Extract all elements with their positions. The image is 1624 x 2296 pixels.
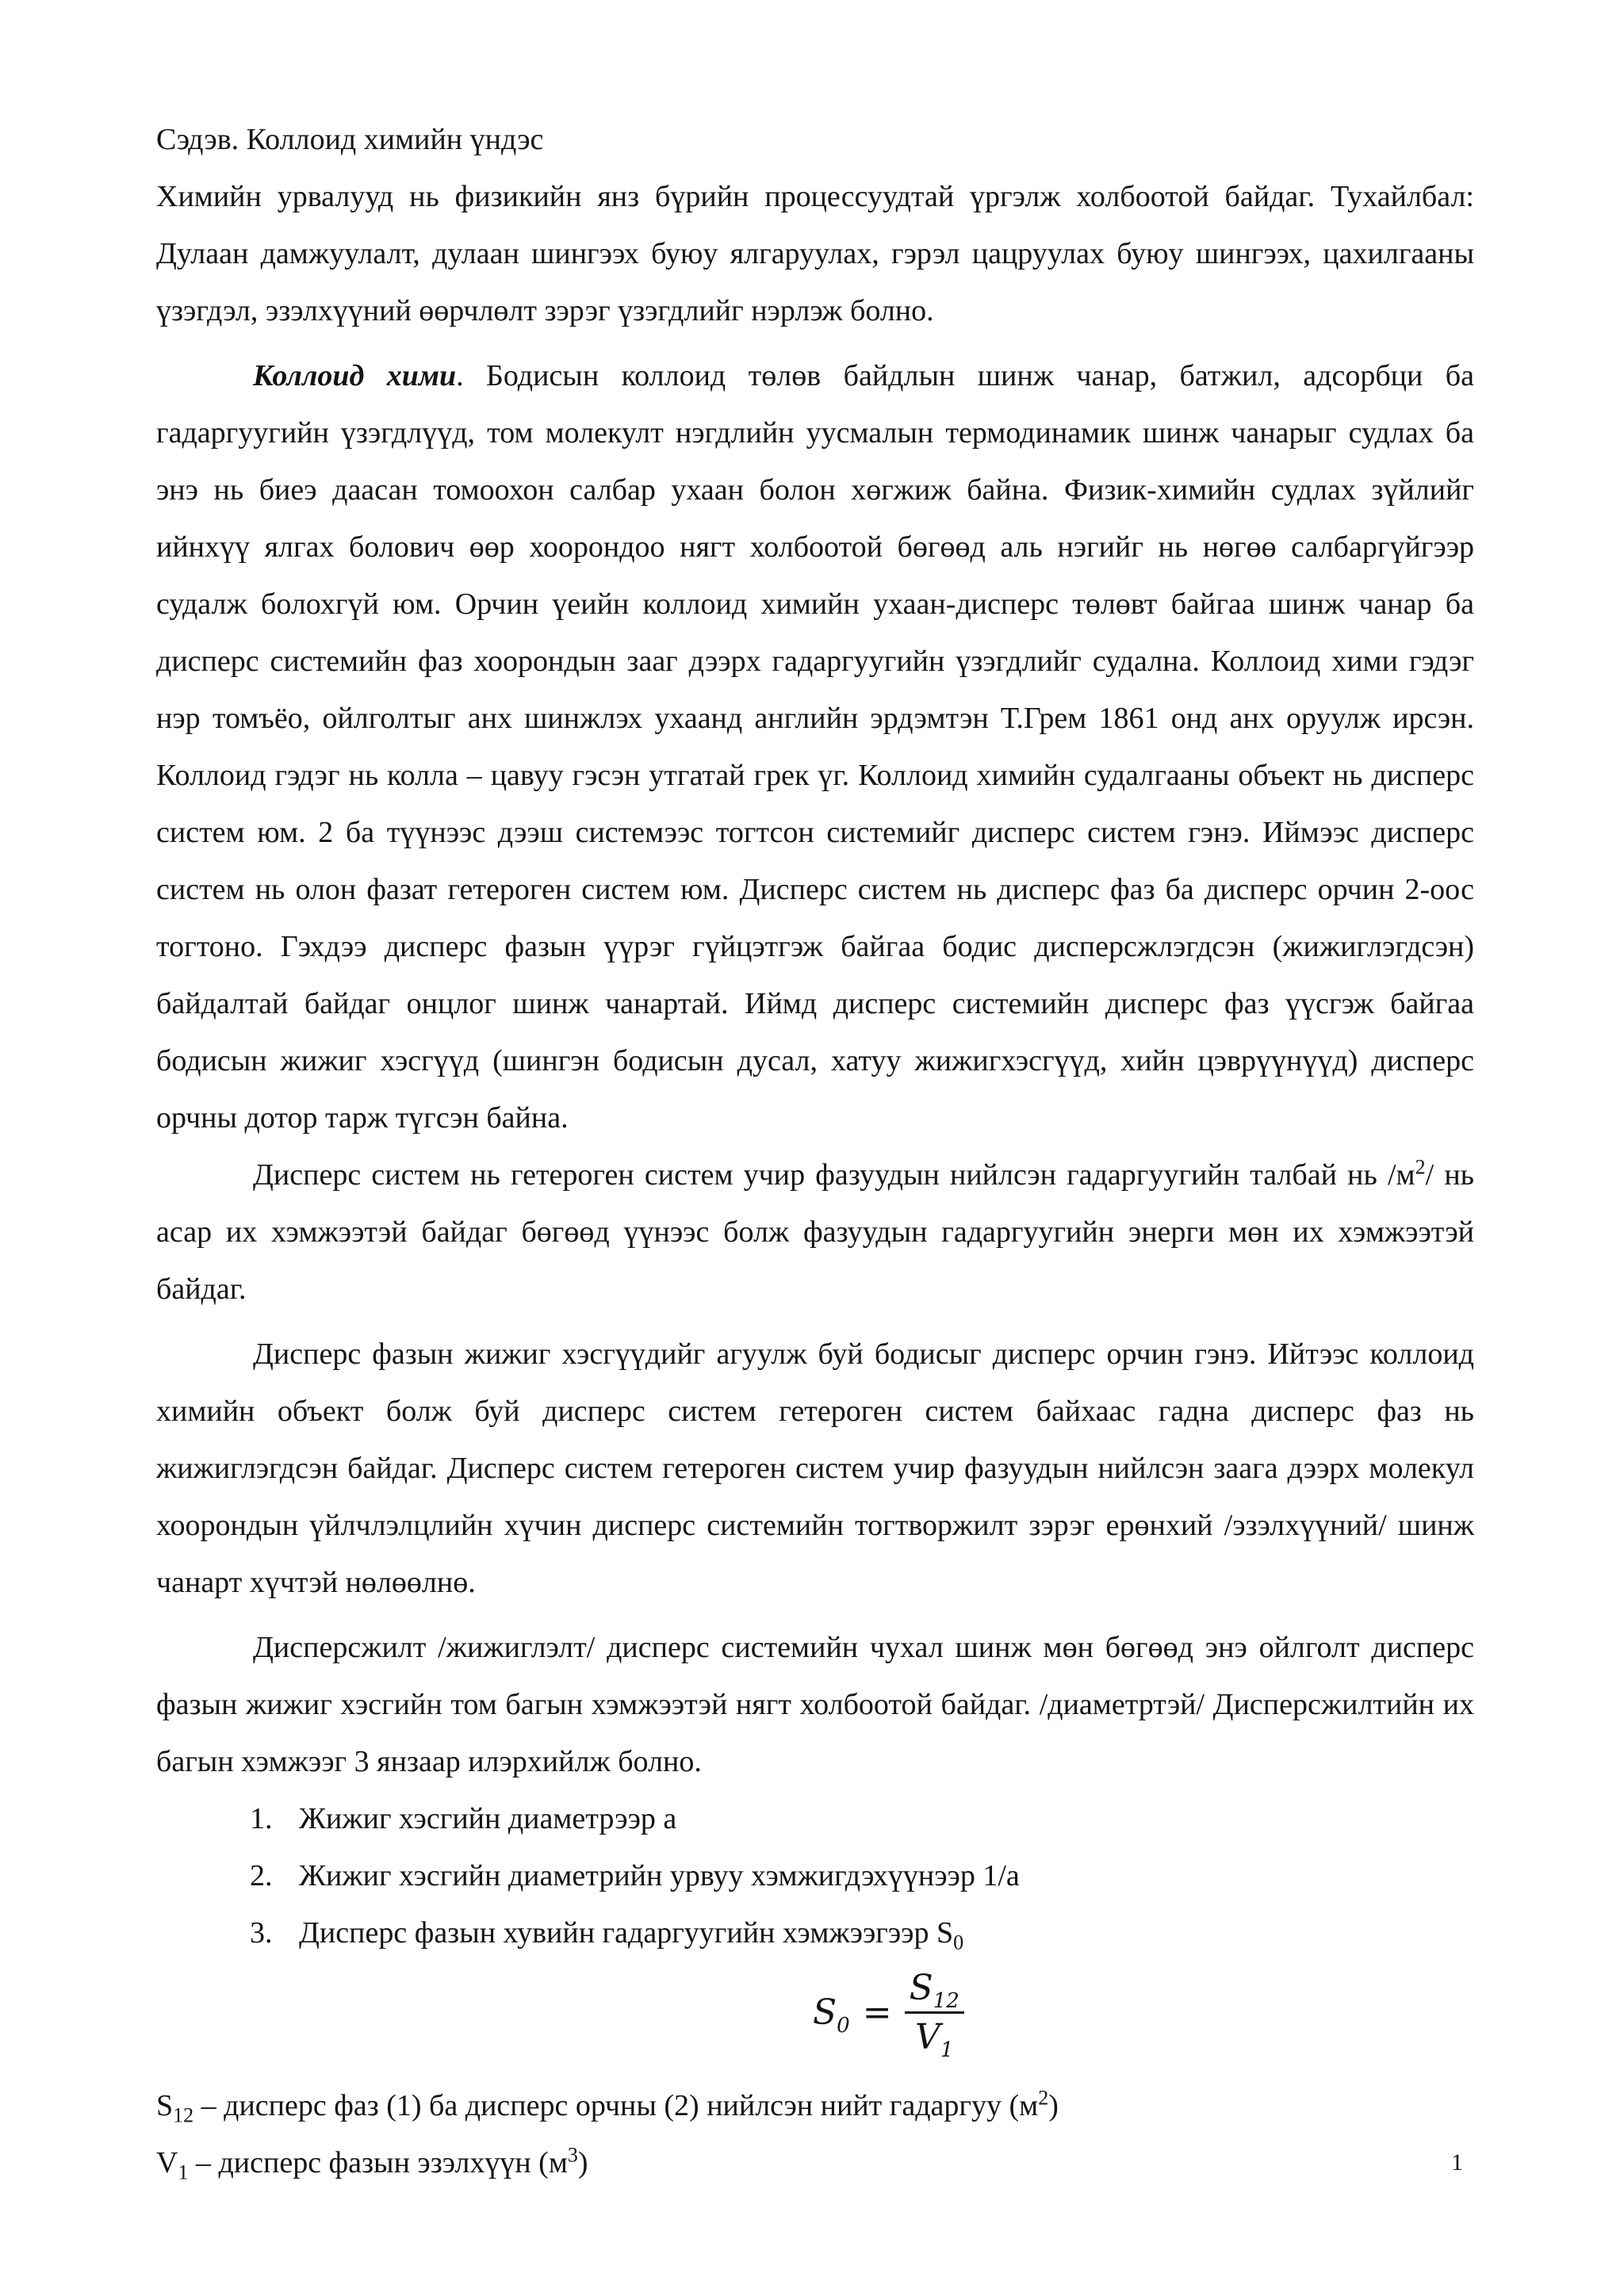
heterogeneous-paragraph: [156, 1146, 1474, 1318]
document-title: Сэдэв. Коллоид химийн үндэс: [156, 123, 544, 156]
list-item-subscript: 0: [953, 1931, 964, 1954]
formula-numerator-subscript: 12: [933, 1988, 959, 2013]
definition-v1-superscript: 3: [567, 2143, 578, 2167]
list-item-text: Жижиг хэсгийн диаметрээр а: [299, 1802, 677, 1835]
definition-s12-superscript: 2: [1038, 2086, 1049, 2110]
page-number: 1: [1451, 2149, 1463, 2175]
definition-v1-symbol: V: [156, 2146, 178, 2179]
heterogeneous-text: Дисперс систем нь гетероген систем учир фазуудын нийлсэн гадаргуугийн талбай нь /м: [253, 1158, 1415, 1192]
dispersity-measures-list: [156, 1790, 1474, 1961]
formula-numerator: [905, 1968, 964, 2014]
heterogeneous-text-end: / нь асар их хэмжээтэй байдаг бөгөөд үүнээс болж фазуудын гадаргуугийн энерги мөн их хэмжээтэй байдаг.: [156, 1158, 1474, 1306]
list-item-text-main: Дисперс фазын хувийн гадаргуугийн хэмжээгээр S: [299, 1916, 954, 1950]
formula-numerator-symbol: S: [909, 1968, 933, 2008]
definition-v1: [156, 2134, 1474, 2191]
formula-denominator-symbol: V: [915, 2017, 940, 2057]
list-item-text: Жижиг хэсгийн диаметрийн урвуу хэмжигдэхүүнээр 1/а: [299, 1859, 1020, 1892]
definition-s12-end: ): [1048, 2089, 1059, 2122]
formula-lhs-symbol: S: [813, 1992, 837, 2033]
list-item-number: 2.: [250, 1859, 273, 1892]
intro-paragraph: Химийн урвалууд нь физикийн янз бүрийн процессуудтай үргэлж холбоотой байдаг. Тухайлбал: Дулаан дамжуулалт, дулаан шингээх буюу ялгаруулах, гэрэл цацруулах буюу шингээх, цахилгааны үзэгдэл, эзэлхүүний өөрчлөлт зэрэг үзэгдлийг нэрлэж болно.: [156, 180, 1474, 327]
list-item-text: [299, 1904, 963, 1961]
list-item-number: 3.: [250, 1916, 273, 1950]
definition-v1-subscript: 1: [178, 2160, 189, 2184]
area-unit-superscript: 2: [1415, 1155, 1426, 1179]
definition-s12-text: – дисперс фаз (1) ба дисперс орчны (2) нийлсэн нийт гадаргуу (м: [193, 2089, 1039, 2122]
colloid-paragraph-text: . Бодисын коллоид төлөв байдлын шинж чанар, батжил, адсорбци ба гадаргуугийн үзэгдлүүд, том молекулт нэгдлийн уусмалын термодинамик шинж чанарыг судлах ба энэ нь биеэ даасан томоохон салбар ухаан болон хөгжиж байна. Физик-химийн судлах зүйлийг ийнхүү ялгах болович өөр хоорондоо нягт холбоотой бөгөөд аль нэгийг нь нөгөө салбаргүйгээр судалж болохгүй юм. Орчин үеийн коллоид химийн ухаан-дисперс төлөвт байгаа шинж чанар ба дисперс системийн фаз хоорондын зааг дээрх гадаргуугийн үзэгдлийг судална. Коллоид хими гэдэг нэр томъёо, ойлголтыг анх шинжлэх ухаанд английн эрдэмтэн Т.Грем 1861 онд анх оруулж ирсэн. Коллоид гэдэг нь колла – цавуу гэсэн утгатай грек үг. Коллоид химийн судалгааны объект нь дисперс систем юм. 2 ба түүнээс дээш системээс тогтсон системийг дисперс систем гэнэ. Иймээс дисперс систем нь олон фазат гетероген систем юм. Дисперс систем нь дисперс фаз ба дисперс орчин 2-оос тогтоно. Гэхдээ дисперс фазын үүрэг гүйцэтгэж байгаа бодис дисперсжлэгдсэн (жижиглэгдсэн) байдалтай байдаг онцлог шинж чанартай. Иймд дисперс системийн дисперс фаз үүсгэж байгаа бодисын жижиг хэсгүүд (шингэн бодисын дусал, хатуу жижигхэсгүүд, хийн цэврүүнүүд) дисперс орчны дотор тарж түгсэн байна.: [156, 359, 1474, 1135]
definition-v1-text: – дисперс фазын эзэлхүүн (м: [188, 2146, 568, 2179]
definition-s12-symbol: S: [156, 2089, 174, 2122]
colloid-paragraph: [156, 347, 1474, 1146]
specific-surface-formula: [156, 1961, 1474, 2077]
formula-fraction: [905, 1968, 964, 2062]
formula-denominator: [915, 2014, 954, 2062]
definition-s12: [156, 2077, 1474, 2134]
list-item: [156, 1790, 1474, 1847]
formula-equals: =: [862, 1992, 892, 2033]
list-item: [156, 1847, 1474, 1904]
formula-lhs-subscript: 0: [837, 2013, 850, 2038]
definition-s12-subscript: 12: [173, 2103, 194, 2127]
dispersity-paragraph: Дисперсжилт /жижиглэлт/ дисперс системийн чухал шинж мөн бөгөөд энэ ойлголт дисперс фазын жижиг хэсгийн том багын хэмжээтэй нягт холбоотой байдаг. /диаметртэй/ Дисперсжилтийн их багын хэмжээг 3 янзаар илэрхийлж болно.: [156, 1631, 1474, 1778]
document-page: [156, 111, 1474, 2191]
formula-expression: [813, 1968, 964, 2062]
definition-v1-end: ): [577, 2146, 588, 2179]
dispersion-medium-paragraph: Дисперс фазын жижиг хэсгүүдийг агуулж буй бодисыг дисперс орчин гэнэ. Ийтээс коллоид химийн объект болж буй дисперс систем гетероген систем байхаас гадна дисперс фаз нь жижиглэгдсэн байдаг. Дисперс систем гетероген систем учир фазуудын нийлсэн заага дээрх молекул хоорондын үйлчлэлцлийн хүчин дисперс системийн тогтворжилт зэрэг ерөнхий /эзэлхүүний/ шинж чанарт хүчтэй нөлөөлнө.: [156, 1337, 1474, 1599]
formula-lhs: [813, 1992, 850, 2038]
formula-denominator-subscript: 1: [940, 2038, 954, 2062]
list-item-number: 1.: [250, 1802, 273, 1835]
colloid-term: Коллоид хими: [253, 359, 457, 392]
list-item: [156, 1904, 1474, 1961]
